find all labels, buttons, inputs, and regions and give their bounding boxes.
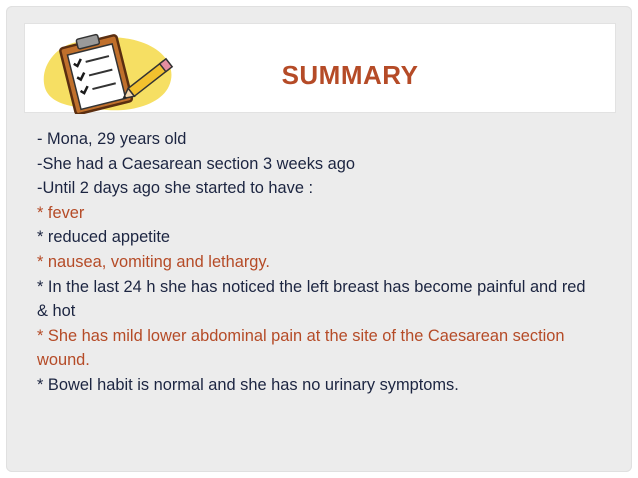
- summary-line: - Mona, 29 years old: [37, 130, 187, 148]
- slide-title: SUMMARY: [281, 60, 419, 90]
- summary-line: * In the last 24 h she has noticed the left breast has become painful and red & hot: [37, 277, 586, 321]
- summary-line: -Until 2 days ago she started to have :: [37, 179, 314, 198]
- summary-line-highlight: * fever: [37, 203, 85, 222]
- title-banner: [24, 23, 616, 113]
- summary-line: * reduced appetite: [37, 228, 171, 247]
- summary-line: -She had a Caesarean section 3 weeks ago: [37, 154, 356, 173]
- summary-line-highlight: * nausea, vomiting and lethargy.: [37, 252, 270, 271]
- summary-line: * Bowel habit is normal and she has no urinary symptoms.: [37, 375, 459, 394]
- summary-text: [37, 127, 597, 398]
- slide: [6, 6, 632, 472]
- summary-line-highlight: * She has mild lower abdominal pain at the site of the Caesarean section wound.: [37, 326, 565, 370]
